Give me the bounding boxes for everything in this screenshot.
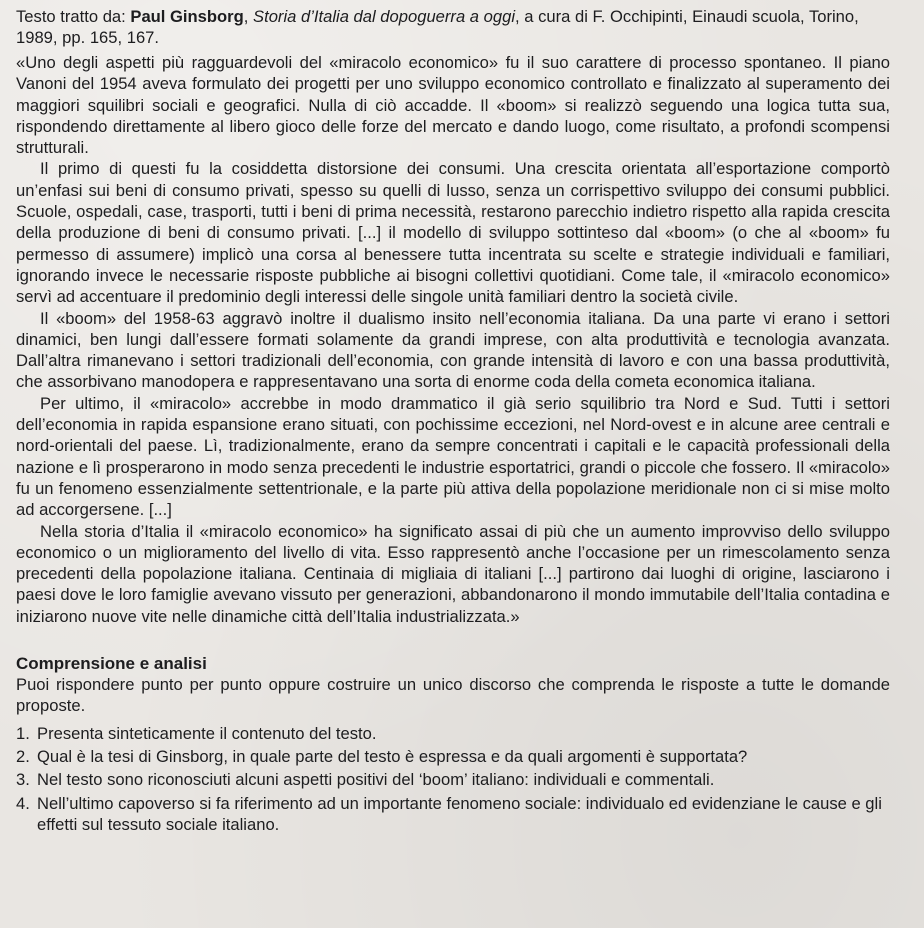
source-book-title: Storia d’Italia dal dopoguerra a oggi xyxy=(253,7,516,26)
source-separator: , xyxy=(243,7,254,26)
section-title: Comprensione e analisi xyxy=(16,654,207,674)
excerpt-paragraph-1: «Uno degli aspetti più ragguardevoli del «miracolo economico» fu il suo carattere di processo spontaneo. Il piano Vanoni del 1954 aveva formulato dei progetti per uno sviluppo economico controllato e finalizzato al superamento dei maggiori squilibri sociali e geografici. Nulla di ciò accadde. Il «boom» si realizzò seguendo una logica tutta sua, rispondendo direttamente al libero gioco delle forze del mercato e dando luogo, come risultato, a profondi scompensi strutturali. xyxy=(16,53,890,158)
question-item xyxy=(16,746,890,767)
question-number: 2. xyxy=(16,746,30,766)
question-item xyxy=(16,723,890,744)
source-citation xyxy=(16,6,890,48)
question-number: 1. xyxy=(16,723,30,743)
question-number: 3. xyxy=(16,770,30,790)
excerpt-paragraph-2: Il primo di questi fu la cosiddetta distorsione dei consumi. Una crescita orientata all’esportazione comportò un’enfasi sui beni di consumo privati, spesso su quelli di lusso, senza un corrispettivo sviluppo dei consumi pubblici. Scuole, ospedali, case, trasporti, tutti i beni di prima necessità, restarono parecchio indietro rispetto alla rapida crescita della produzione di beni di consumo privati. [...] il modello di sviluppo sottinteso dal «boom» (o che al «boom» fu permesso di assumere) implicò una corsa al benessere tutta incentrata su scelte e strategie individuali e familiari, ignorando invece le necessarie risposte pubbliche ai bisogni collettivi quotidiani. Come tale, il «miracolo economico» servì ad accentuare il predominio degli interessi delle singole unità familiari dentro la società civile. xyxy=(16,159,890,307)
excerpt-paragraph-3: Il «boom» del 1958-63 aggravò inoltre il dualismo insito nell’economia italiana. Da una parte vi erano i settori dinamici, ben lungi dall’essere formati solamente da grandi imprese, con alta produttività e tecnologia avanzata. Dall’altra rimanevano i settori tradizionali dell’economia, con grande intensità di lavoro e con una bassa produttività, che assorbivano manodopera e rappresentavano una sorta di enorme coda della cometa economica italiana. xyxy=(16,308,890,392)
question-number: 4. xyxy=(16,793,30,813)
question-item xyxy=(16,793,890,835)
question-text: Qual è la tesi di Ginsborg, in quale parte del testo è espressa e da quali argomenti è supportata? xyxy=(37,746,748,766)
excerpt-paragraph-4: Per ultimo, il «miracolo» accrebbe in modo drammatico il già serio squilibrio tra Nord e Sud. Tutti i settori dell’economia in rapida espansione erano situati, con pochissime eccezioni, nel Nord-ovest e in alcune aree centrali e nord-orientali del paese. Lì, tradizionalmente, erano da sempre concentrati i capitali e le capacità professionali della nazione e lì prosperarono in modo senza precedenti le industrie esportatrici, grandi o piccole che fossero. Il «miracolo» fu un fenomeno essenzialmente settentrionale, e la parte più attiva della popolazione meridionale non ci si mise molto ad accorgersene. [...] xyxy=(16,393,890,520)
source-author: Paul Ginsborg xyxy=(130,7,244,26)
question-text: Nel testo sono riconosciuti alcuni aspetti positivi del ‘boom’ italiano: individuali e commentali. xyxy=(37,770,715,790)
section-instructions: Puoi rispondere punto per punto oppure costruire un unico discorso che comprenda le risposte a tutte le domande proposte. xyxy=(16,675,890,716)
question-text: Nell’ultimo capoverso si fa riferimento ad un importante fenomeno sociale: individualo ed evidenziane le cause e gli effetti sul tessuto sociale italiano. xyxy=(37,793,882,834)
source-prefix: Testo tratto da: xyxy=(16,7,131,26)
questions-list xyxy=(16,723,890,835)
question-text: Presenta sinteticamente il contenuto del testo. xyxy=(37,723,377,743)
excerpt-body xyxy=(16,52,890,627)
excerpt-paragraph-5: Nella storia d’Italia il «miracolo economico» ha significato assai di più che un aumento improvviso dello sviluppo economico o un miglioramento del livello di vita. Esso rappresentò anche l’occasione per un rimescolamento senza precedenti della popolazione italiana. Centinaia di migliaia di italiani [...] partirono dai luoghi di origine, lasciarono i paesi dove le loro famiglie avevano vissuto per generazioni, abbandonarono il mondo immutabile dell’Italia contadina e iniziarono nuove vite nelle dinamiche città dell’Italia industrializzata.» xyxy=(16,521,890,626)
document-page xyxy=(16,6,890,837)
source-details: , a cura di F. Occhipinti, Einaudi scuola, Torino, 1989, pp. 165, 167. xyxy=(16,7,859,47)
question-item xyxy=(16,769,890,790)
